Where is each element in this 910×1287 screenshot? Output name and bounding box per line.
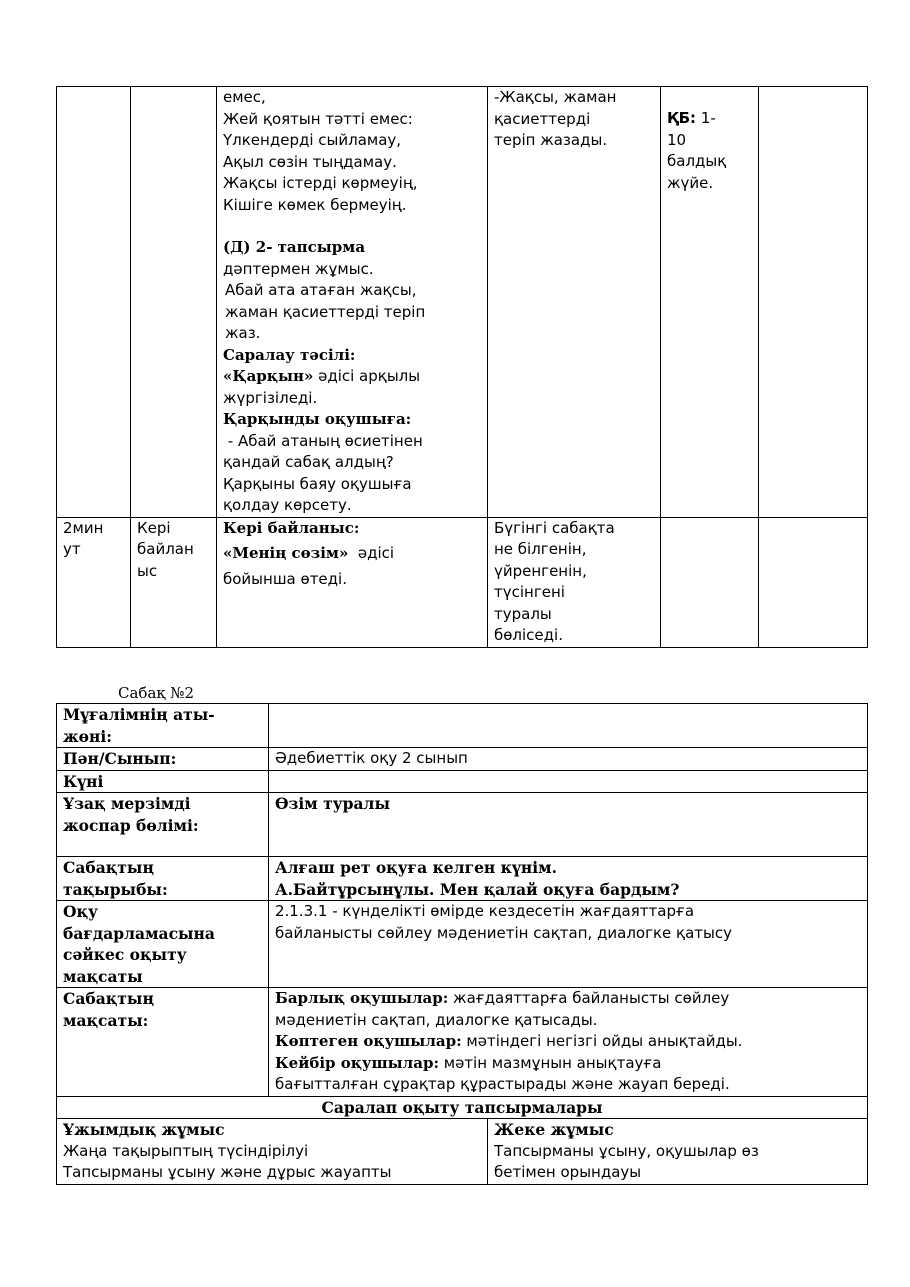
goal-label: Барлық оқушылар: <box>275 989 449 1007</box>
assessment-label: ҚБ: <box>667 109 697 127</box>
lesson-number-label: Сабақ №2 <box>118 684 194 702</box>
table-row <box>57 988 868 1097</box>
method-title: Саралау тәсілі: <box>223 345 356 364</box>
task-text: дәптермен жұмыс. <box>223 259 374 278</box>
row-label: сәйкес оқыту <box>63 945 187 964</box>
goals-label-cell <box>57 988 269 1097</box>
individual-work-cell <box>488 1119 868 1185</box>
table-row <box>57 901 868 988</box>
table-row <box>57 748 868 771</box>
time-text: 2мин <box>63 518 104 537</box>
goal-label: Кейбір оқушылар: <box>275 1053 439 1072</box>
row-label: Сабақтың <box>63 989 154 1008</box>
group-work-text: Тапсырманы ұсыну және дұрыс жауапты <box>63 1163 392 1181</box>
row-label: мақсаты <box>63 966 143 986</box>
poem-line: емес, <box>223 88 266 106</box>
time-text: ут <box>63 540 81 558</box>
poem-line: Ақыл сөзін тыңдамау. <box>223 152 397 171</box>
row-label: Ұзақ мерзімді <box>63 794 191 813</box>
student-activity-text: үйренгенін, <box>494 561 587 580</box>
plan-label-cell <box>57 793 269 857</box>
individual-work-title: Жеке жұмыс <box>494 1120 614 1139</box>
student-activity-cell <box>488 517 661 647</box>
objective-text: байланысты сөйлеу мәдениетін сақтап, диалогке қатысу <box>275 923 733 942</box>
row-label: Сабақтың <box>63 858 154 877</box>
table-row <box>57 793 868 857</box>
poem-line: Үлкендерді сыйламау, <box>223 131 402 149</box>
table-row <box>57 1096 868 1119</box>
goals-value-cell <box>269 988 868 1097</box>
stage-cell <box>131 87 217 518</box>
individual-work-text: Тапсырманы ұсыну, оқушылар өз <box>494 1141 759 1160</box>
feedback-title: Кері байланыс: <box>223 518 360 537</box>
topic-text: Алғаш рет оқуға келген күнім. <box>275 858 557 877</box>
lesson-activity-table <box>56 86 868 648</box>
student-activity-text: -Жақсы, жаман <box>494 88 617 106</box>
resources-cell <box>759 517 868 647</box>
table-row <box>57 770 868 793</box>
student-activity-text: түсінгені <box>494 583 565 601</box>
task-title: (Д) 2- тапсырма <box>223 238 366 256</box>
student-activity-text: туралы <box>494 604 552 623</box>
student-text: қолдау көрсету. <box>223 496 352 514</box>
goal-text: мәтіндегі негізгі ойды анықтайды. <box>461 1032 743 1050</box>
assessment-text: жүйе. <box>667 173 714 192</box>
row-label: жөні: <box>63 726 112 746</box>
subject-value: Әдебиеттік оқу 2 сынып <box>269 748 868 771</box>
table-row <box>57 517 868 647</box>
row-label: Оқу <box>63 902 98 921</box>
row-label: жоспар бөлімі: <box>63 815 199 835</box>
student-text: - Абай атаның өсиетінен <box>223 431 423 450</box>
task-desc: жаз. <box>225 324 261 342</box>
feedback-cell <box>217 517 488 647</box>
time-cell <box>57 517 131 647</box>
student-activity-text: Бүгінгі сабақта <box>494 518 615 537</box>
table-row <box>57 87 868 518</box>
student-activity-text: не білгенін, <box>494 540 587 558</box>
goal-text: мәтін мазмұнын анықтауға <box>438 1053 662 1072</box>
table-row <box>57 704 868 748</box>
objective-label-cell <box>57 901 269 988</box>
resources-cell <box>759 87 868 518</box>
group-work-cell <box>57 1119 488 1185</box>
objective-text: 2.1.3.1 - күнделікті өмірде кездесетін жағдаяттарға <box>275 902 695 920</box>
method-name: «Қарқын» <box>223 367 314 385</box>
student-activity-cell <box>488 87 661 518</box>
stage-cell <box>131 517 217 647</box>
lesson-plan-table <box>56 703 868 1185</box>
goal-label: Көптеген оқушылар: <box>275 1032 462 1050</box>
student-text: қандай сабақ алдың? <box>223 453 394 471</box>
individual-work-text: бетімен орындауы <box>494 1163 642 1181</box>
table-row <box>57 857 868 901</box>
poem-line: Кішіге көмек бермеуің. <box>223 195 407 214</box>
row-label: Мұғалімнің аты- <box>63 705 215 724</box>
teacher-activity-cell <box>217 87 488 518</box>
group-work-text: Жаңа тақырыптың түсіндірілуі <box>63 1141 309 1160</box>
teacher-value-cell <box>269 704 868 748</box>
student-activity-text: бөліседі. <box>494 626 563 644</box>
differentiation-header: Саралап оқыту тапсырмалары <box>57 1096 868 1119</box>
stage-text: ыс <box>137 561 158 580</box>
objective-value-cell <box>269 901 868 988</box>
feedback-text: бойынша өтеді. <box>223 569 347 588</box>
goal-text: жағдаяттарға байланысты сөйлеу <box>448 989 730 1007</box>
student-activity-text: теріп жазады. <box>494 131 608 149</box>
row-label: бағдарламасына <box>63 923 215 943</box>
task-desc: жаман қасиеттерді теріп <box>225 302 426 321</box>
task-desc: Абай ата атаған жақсы, <box>225 281 417 299</box>
goal-text: мәдениетін сақтап, диалогке қатысады. <box>275 1010 598 1029</box>
date-value <box>269 770 868 793</box>
topic-text: А.Байтұрсынұлы. Мен қалай оқуға бардым? <box>275 879 680 899</box>
student-title: Қарқынды оқушыға: <box>223 410 412 428</box>
time-cell <box>57 87 131 518</box>
method-text: әдісі арқылы <box>313 367 421 385</box>
assessment-text: балдық <box>667 152 727 170</box>
student-activity-text: қасиеттерді <box>494 109 591 128</box>
group-work-title: Ұжымдық жұмыс <box>63 1120 225 1139</box>
method-text: жүргізіледі. <box>223 388 318 407</box>
row-label: тақырыбы: <box>63 879 168 899</box>
goal-text: бағытталған сұрақтар құрастырады және жауап береді. <box>275 1075 730 1093</box>
assessment-cell <box>661 517 759 647</box>
date-label: Күні <box>57 770 269 793</box>
plan-value: Өзім туралы <box>269 793 868 857</box>
assessment-text: 1- <box>696 109 716 127</box>
assessment-text: 10 <box>667 130 687 149</box>
stage-text: Кері <box>137 518 171 537</box>
row-label: мақсаты: <box>63 1010 149 1030</box>
table-row <box>57 1119 868 1185</box>
feedback-method: «Менің сөзім» <box>223 544 349 562</box>
topic-value-cell <box>269 857 868 901</box>
stage-text: байлан <box>137 540 194 558</box>
subject-label: Пән/Сынып: <box>57 748 269 771</box>
topic-label-cell <box>57 857 269 901</box>
feedback-text: әдісі <box>348 544 395 562</box>
poem-line: Жей қоятын тәтті емес: <box>223 109 413 128</box>
teacher-label-cell <box>57 704 269 748</box>
student-text: Қарқыны баяу оқушыға <box>223 474 412 493</box>
assessment-cell <box>661 87 759 518</box>
poem-line: Жақсы істерді көрмеуің, <box>223 174 418 192</box>
